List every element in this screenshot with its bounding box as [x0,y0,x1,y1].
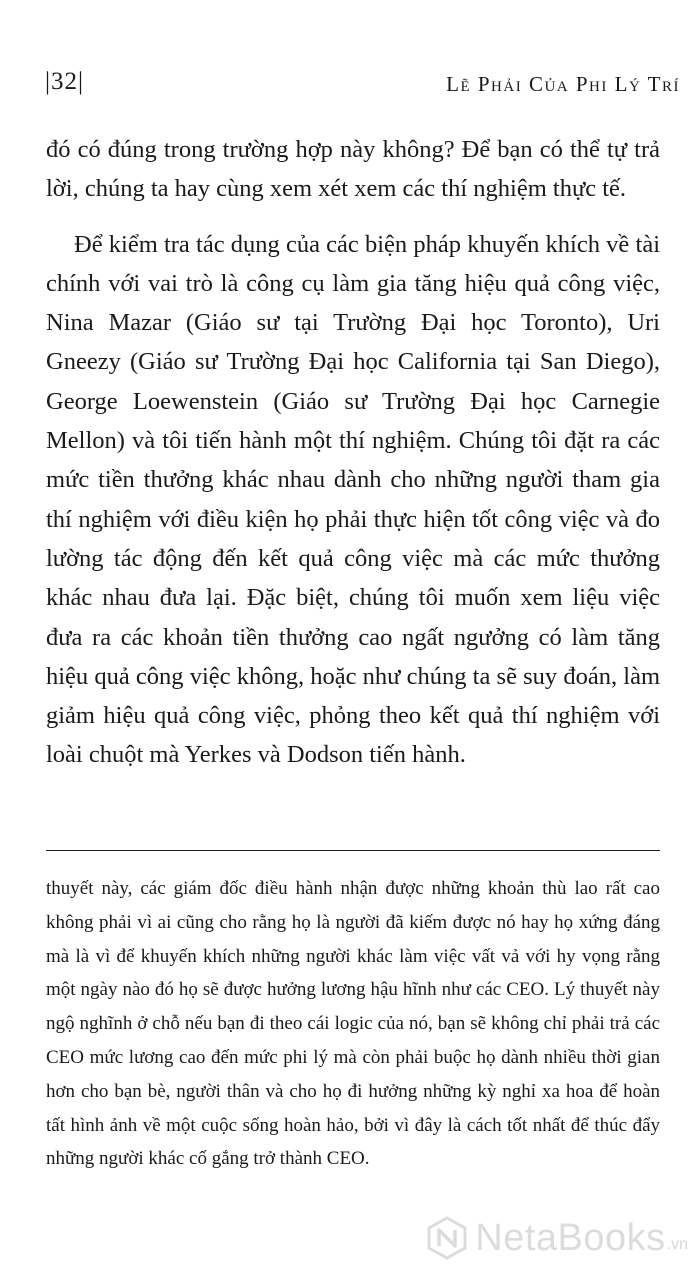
paragraph: đó có đúng trong trường hợp này không? Để bạn có thể tự trả lời, chúng ta hay cùng xem xét xem các thí nghiệm thực tế. [46,136,660,203]
running-title: Lẽ Phải Của Phi Lý Trí [446,72,680,96]
footnote: thuyết này, các giám đốc điều hành nhận được những khoản thù lao rất cao không phải vì ai cũng cho rằng họ là người đã kiếm được nó hay họ xứng đáng mà là vì để khuyến khích những người khác làm việc vất vả với hy vọng rằng một ngày nào đó họ sẽ được hưởng lương hậu hĩnh như các CEO. Lý thuyết này ngộ nghĩnh ở chỗ nếu bạn đi theo cái logic của nó, bạn sẽ không chỉ phải trả các CEO mức lương cao đến mức phi lý mà còn phải buộc họ dành nhiều thời gian hơn cho bạn bè, người thân và cho họ đi hưởng những kỳ nghỉ xa hoa để hoàn tất hình ảnh về một cuộc sống hoàn hảo, bởi vì đây là cách tốt nhất để thúc đẩy những người khác cố gắng trở thành CEO. [46,878,660,1170]
paragraph: Để kiểm tra tác dụng của các biện pháp khuyến khích về tài chính với vai trò là công cụ làm gia tăng hiệu quả công việc, Nina Mazar (Giáo sư tại Trường Đại học Toronto), Uri Gneezy (Giáo sư Trường Đại học California tại San Diego), George Loewenstein (Giáo sư Trường Đại học Carnegie Mellon) và tôi tiến hành một thí nghiệm. Chúng tôi đặt ra các mức tiền thưởng khác nhau dành cho những người tham gia thí nghiệm với điều kiện họ phải thực hiện tốt công việc và đo lường tác động đến kết quả công việc mà các mức thưởng khác nhau đưa lại. Đặc biệt, chúng tôi muốn xem liệu việc đưa ra các khoản tiền thưởng cao ngất ngưởng có làm tăng hiệu quả công việc không, hoặc như chúng ta sẽ suy đoán, làm giảm hiệu quả công việc, phỏng theo kết quả thí nghiệm với loài chuột mà Yerkes và Dodson tiến hành. [46,230,660,769]
watermark-suffix: .vn [666,1236,688,1253]
page-header [45,68,680,108]
footnote-divider [46,850,660,851]
netabooks-logo-icon [425,1216,469,1260]
body-text [46,130,660,775]
page-number: |32| [45,68,85,95]
watermark-brand: NetaBooks [475,1216,666,1259]
watermark [425,1214,688,1262]
